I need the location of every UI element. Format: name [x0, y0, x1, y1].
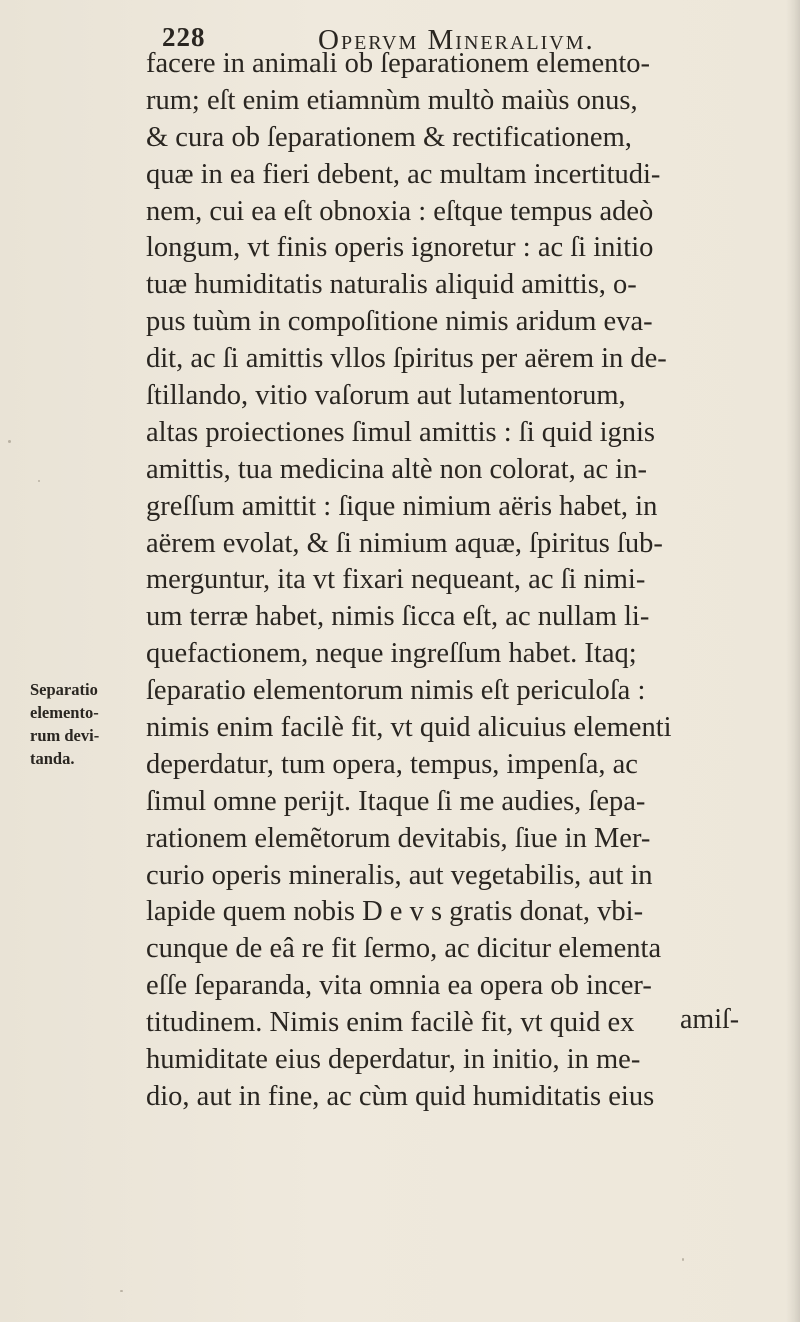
paper-speck [38, 480, 40, 482]
text-line: rationem elemẽtorum devitabis, ſiue in Mer- [146, 822, 651, 854]
text-line: & cura ob ſeparationem & rectificationem, [146, 121, 632, 153]
text-line: amittis, tua medicina altè non colorat, ac in- [146, 453, 647, 485]
text-line: ſtillando, vitio vaſorum aut lutamentorum, [146, 380, 626, 412]
text-line: ſeparatio elementorum nimis eſt periculoſa : [146, 675, 646, 707]
text-line: dit, ac ſi amittis vllos ſpiritus per aërem in de- [146, 343, 667, 375]
text-line: dio, aut in fine, ac cùm quid humiditatis eius [146, 1080, 655, 1112]
text-line: facere in animali ob ſeparationem elemento- [146, 48, 651, 79]
catchword: amiſ- [680, 1004, 740, 1035]
text-line: tuæ humiditatis naturalis aliquid amittis, o- [146, 269, 637, 301]
text-line: deperdatur, tum opera, tempus, impenſa, ac [146, 748, 638, 780]
text-line: altas proiectiones ſimul amittis : ſi quid ignis [146, 416, 655, 448]
text-line: greſſum amittit : ſique nimium aëris habet, in [146, 490, 658, 522]
text-line: nimis enim facilè fit, vt quid alicuius elementi [146, 712, 672, 744]
text-line: pus tuùm in compoſitione nimis aridum eva- [146, 306, 653, 338]
text-line: aërem evolat, & ſi nimium aquæ, ſpiritus ſub- [146, 527, 663, 559]
running-title: Opervm Mineralivm. [318, 24, 595, 56]
text-line: nem, cui ea eſt obnoxia : eſtque tempus adeò [146, 195, 654, 227]
text-line: quæ in ea fieri debent, ac multam incertitudi- [146, 158, 661, 190]
marginal-note [30, 678, 130, 770]
paper-speck [8, 440, 11, 443]
text-line: merguntur, ita vt fixari nequeant, ac ſi nimi- [146, 564, 646, 596]
marginal-note-line: Separatio [30, 680, 98, 699]
text-line: cunque de eâ re fit ſermo, ac dicitur elementa [146, 933, 662, 965]
marginal-note-line: rum devi- [30, 726, 100, 745]
text-line: quefactionem, neque ingreſſum habet. Itaq; [146, 638, 637, 670]
text-line: curio operis mineralis, aut vegetabilis, aut in [146, 859, 653, 891]
text-line: rum; eſt enim etiamnùm multò maiùs onus, [146, 84, 638, 116]
body-text [146, 46, 796, 1116]
text-line: um terræ habet, nimis ſicca eſt, ac nullam li- [146, 601, 650, 633]
text-line: titudinem. Nimis enim facilè fit, vt quid ex [146, 1007, 635, 1039]
text-line: lapide quem nobis D e v s gratis donat, vbi- [146, 896, 644, 928]
marginal-note-line: elemento- [30, 703, 99, 722]
text-line: ſimul omne perijt. Itaque ſi me audies, ſepa- [146, 785, 646, 817]
paper-speck [120, 1290, 123, 1292]
paper-speck [682, 1258, 684, 1261]
marginal-note-line: tanda. [30, 749, 75, 768]
text-line: longum, vt finis operis ignoretur : ac ſi initio [146, 232, 654, 264]
page-number: 228 [162, 22, 206, 52]
text-line: humiditate eius deperdatur, in initio, in me- [146, 1044, 641, 1076]
text-line: eſſe ſeparanda, vita omnia ea opera ob incer- [146, 970, 652, 1002]
